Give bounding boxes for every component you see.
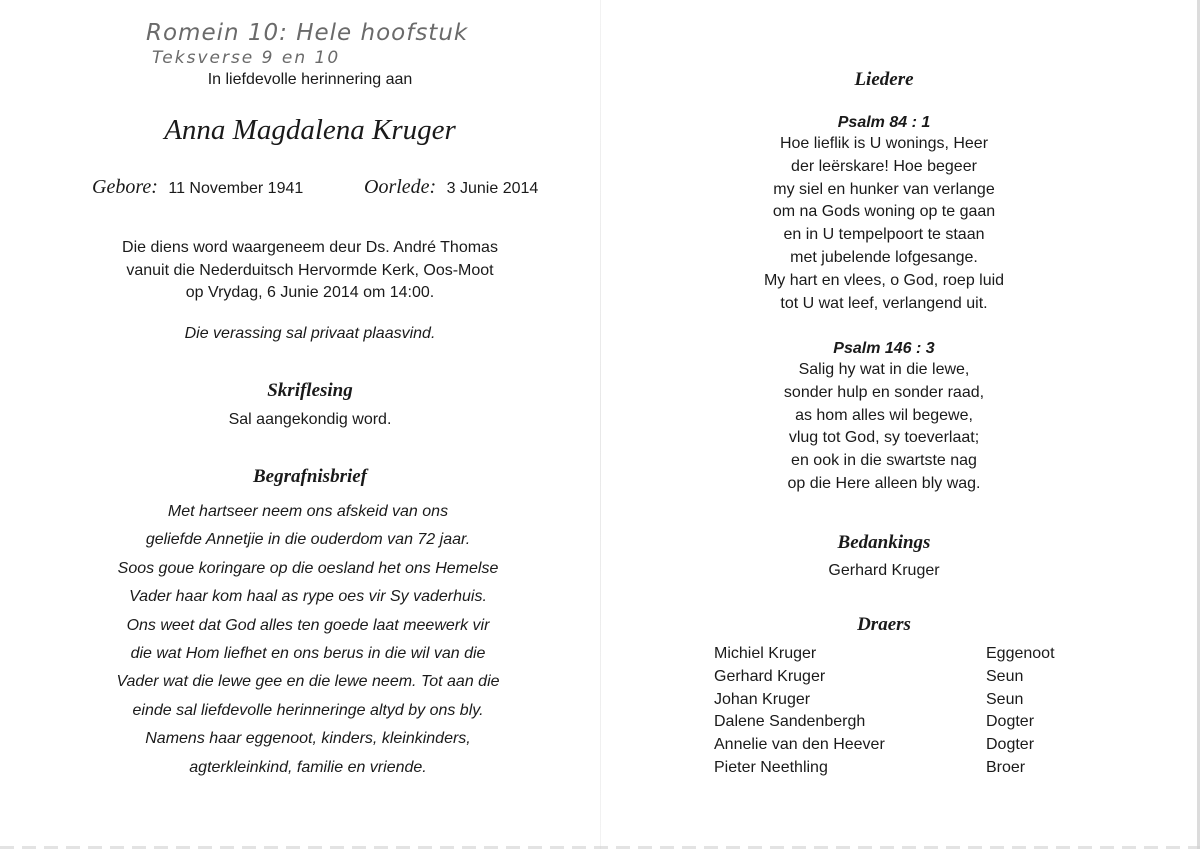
thanks-name: Gerhard Kruger: [828, 562, 940, 579]
letter-line: Namens haar eggenoot, kinders, kleinkinders,: [145, 730, 471, 748]
table-row: [714, 666, 1055, 689]
handwritten-note-line-1: Romein 10: Hele hoofstuk: [146, 20, 469, 46]
psalm-line: en in U tempelpoort te staan: [783, 226, 985, 244]
psalm-line: as hom alles wil begewe,: [795, 406, 973, 424]
died-label: Oorlede:: [364, 176, 437, 198]
psalm-line: op die Here alleen bly wag.: [787, 474, 981, 492]
bearers-heading: Draers: [857, 614, 911, 635]
bearer-relation: Dogter: [986, 736, 1035, 754]
handwritten-note-line-2: Teksverse 9 en 10: [152, 48, 341, 68]
bearer-name: Michiel Kruger: [714, 645, 817, 662]
table-row: [714, 734, 1055, 757]
psalm-line: Salig hy wat in die lewe,: [798, 361, 970, 378]
letter-line: geliefde Annetjie in die ouderdom van 72 jaar.: [145, 531, 471, 549]
deceased-name: Anna Magdalena Kruger: [164, 114, 456, 146]
bearer-name: Annelie van den Heever: [714, 736, 885, 754]
thanks-heading: Bedankings: [837, 532, 931, 553]
born-label: Gebore:: [92, 176, 158, 198]
psalm-line: vlug tot God, sy toeverlaat;: [788, 429, 980, 447]
letter-heading: Begrafnisbrief: [253, 466, 367, 487]
bearer-name: Gerhard Kruger: [714, 667, 826, 685]
psalm-line: tot U wat leef, verlangend uit.: [780, 294, 988, 312]
funeral-letter: [0, 498, 616, 782]
intro-text: In liefdevolle herinnering aan: [207, 71, 413, 88]
table-row: [714, 643, 1055, 666]
cremation-note: Die verassing sal privaat plaasvind.: [184, 325, 436, 342]
letter-line: Soos goue koringare op die oesland het ons Hemelse: [117, 559, 499, 577]
bearer-relation: Broer: [986, 758, 1026, 776]
psalm-line: om na Gods woning op te gaan: [772, 203, 996, 221]
table-row: [714, 689, 1055, 712]
bearer-name: Johan Kruger: [714, 690, 811, 708]
service-info: [0, 237, 620, 305]
letter-line: die wat Hom liefhet en ons berus in die wil van die: [130, 644, 486, 662]
reading-text: Sal aangekondig word.: [228, 411, 392, 428]
died-date: 3 Junie 2014: [446, 180, 539, 197]
psalm-line: sonder hulp en sonder raad,: [783, 383, 985, 401]
bearer-relation: Seun: [986, 667, 1024, 685]
table-row: [714, 711, 1055, 734]
bearer-relation: Dogter: [986, 713, 1035, 731]
born-date: 11 November 1941: [168, 180, 304, 197]
psalm-line: My hart en vlees, o God, roep luid: [763, 271, 1005, 289]
born-row: [92, 176, 303, 199]
bearer-relation: Eggenoot: [986, 645, 1055, 662]
right-page: [600, 0, 1200, 849]
bearer-relation: Seun: [986, 690, 1024, 708]
died-row: [364, 176, 538, 199]
letter-line: Met hartseer neem ons afskeid van ons: [167, 503, 449, 520]
psalm-line: my siel en hunker van verlange: [773, 180, 995, 198]
psalm-line: met jubelende lofgesange.: [790, 248, 978, 266]
psalm-1-text: [600, 133, 1168, 315]
bearer-name: Dalene Sandenbergh: [714, 713, 866, 731]
reading-heading: Skriflesing: [267, 380, 353, 401]
letter-line: Vader haar kom haal as rype oes vir Sy vaderhuis.: [129, 588, 487, 606]
bearers-table: [714, 643, 1055, 780]
letter-line: Ons weet dat God alles ten goede laat meewerk vir: [126, 616, 490, 634]
bearer-name: Pieter Neethling: [714, 758, 828, 776]
psalm-2-text: [600, 359, 1168, 496]
letter-line: Vader wat die lewe gee en die lewe neem. Tot aan die: [116, 673, 500, 691]
service-line: vanuit die Nederduitsch Hervormde Kerk, Oos-Moot: [126, 261, 494, 279]
table-row: [714, 757, 1055, 780]
psalm-line: Hoe lieflik is U wonings, Heer: [779, 135, 989, 152]
songs-heading: Liedere: [854, 69, 914, 90]
letter-line: agterkleinkind, familie en vriende.: [189, 758, 427, 776]
psalm-line: der leërskare! Hoe begeer: [791, 157, 977, 175]
psalm-line: en ook in die swartste nag: [791, 452, 977, 470]
service-line: op Vrydag, 6 Junie 2014 om 14:00.: [185, 284, 435, 301]
psalm-1-title: Psalm 84 : 1: [837, 114, 931, 131]
psalm-2-title: Psalm 146 : 3: [833, 340, 935, 357]
letter-line: einde sal liefdevolle herinneringe altyd by ons bly.: [132, 701, 484, 719]
service-line: Die diens word waargeneem deur Ds. André Thomas: [122, 239, 498, 256]
